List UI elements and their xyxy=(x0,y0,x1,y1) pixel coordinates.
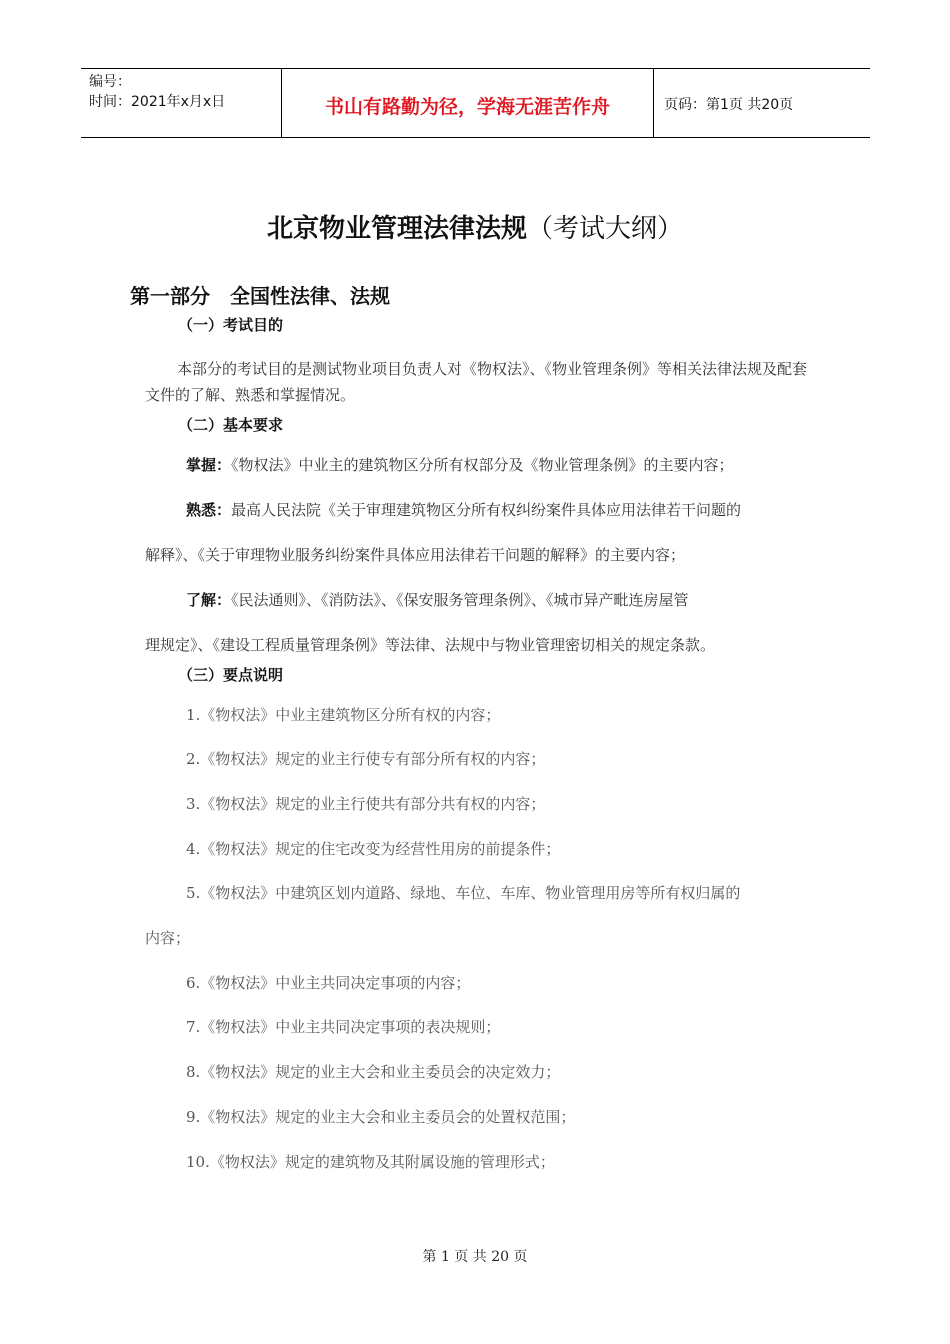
know-line-2: 理规定》、《建设工程质量管理条例》等法律、法规中与物业管理密切相关的规定条款。 xyxy=(145,636,716,654)
familiar-text-1: 最高人民法院《关于审理建筑物区分所有权纠纷案件具体应用法律若干问题的 xyxy=(231,501,742,519)
list-item: 7.《物权法》中业主共同决定事项的表决规则； xyxy=(186,1018,501,1036)
master-text: 《物权法》中业主的建筑物区分所有权部分及《物业管理条例》的主要内容； xyxy=(231,456,734,474)
header-table xyxy=(81,68,870,138)
header-cell-info xyxy=(81,69,282,137)
know-text-1: 《民法通则》、《消防法》、《保安服务管理条例》、《城市异产毗连房屋管 xyxy=(231,591,689,609)
master-line xyxy=(186,454,734,475)
familiar-label: 熟悉： xyxy=(186,501,232,519)
page-info: 页码：第1页 共20页 xyxy=(664,97,794,113)
list-item: 1.《物权法》中业主建筑物区分所有权的内容； xyxy=(186,706,501,724)
motto: 书山有路勤为径，学海无涯苦作舟 xyxy=(324,96,610,118)
list-item: 9.《物权法》规定的业主大会和业主委员会的处置权范围； xyxy=(186,1108,576,1126)
know-label: 了解： xyxy=(186,591,232,609)
know-line-1 xyxy=(186,589,689,610)
master-label: 掌握： xyxy=(186,456,232,474)
document-title xyxy=(0,208,950,245)
part-title: 第一部分 全国性法律、法规 xyxy=(130,284,390,308)
title-sub: （考试大纲） xyxy=(527,214,684,244)
time-label: 时间：2021年x月x日 xyxy=(89,94,226,110)
section-heading-1: （一）考试目的 xyxy=(178,316,284,334)
list-item: 3.《物权法》规定的业主行使共有部分共有权的内容； xyxy=(186,795,546,813)
list-item-continuation: 内容； xyxy=(145,929,191,947)
section-1-paragraph: 本部分的考试目的是测试物业项目负责人对《物权法》、《物业管理条例》等相关法律法规及配套文件的了解、熟悉和掌握情况。 xyxy=(145,360,808,404)
header-cell-motto xyxy=(282,69,654,137)
title-main: 北京物业管理法律法规 xyxy=(266,214,527,244)
familiar-line-1 xyxy=(186,499,741,520)
list-item: 8.《物权法》规定的业主大会和业主委员会的决定效力； xyxy=(186,1063,561,1081)
section-heading-2: （二）基本要求 xyxy=(178,416,284,434)
list-item: 6.《物权法》中业主共同决定事项的内容； xyxy=(186,974,471,992)
page-footer: 第 1 页 共 20 页 xyxy=(422,1249,528,1265)
header-cell-page xyxy=(654,69,870,137)
list-item: 4.《物权法》规定的住宅改变为经营性用房的前提条件； xyxy=(186,840,561,858)
list-item: 10.《物权法》规定的建筑物及其附属设施的管理形式； xyxy=(186,1153,555,1171)
list-item: 2.《物权法》规定的业主行使专有部分所有权的内容； xyxy=(186,750,546,768)
section-heading-3: （三）要点说明 xyxy=(178,666,284,684)
number-label: 编号： xyxy=(89,74,131,90)
list-item: 5.《物权法》中建筑区划内道路、绿地、车位、车库、物业管理用房等所有权归属的 xyxy=(186,884,741,902)
familiar-line-2: 解释》、《关于审理物业服务纠纷案件具体应用法律若干问题的解释》的主要内容； xyxy=(145,546,686,564)
